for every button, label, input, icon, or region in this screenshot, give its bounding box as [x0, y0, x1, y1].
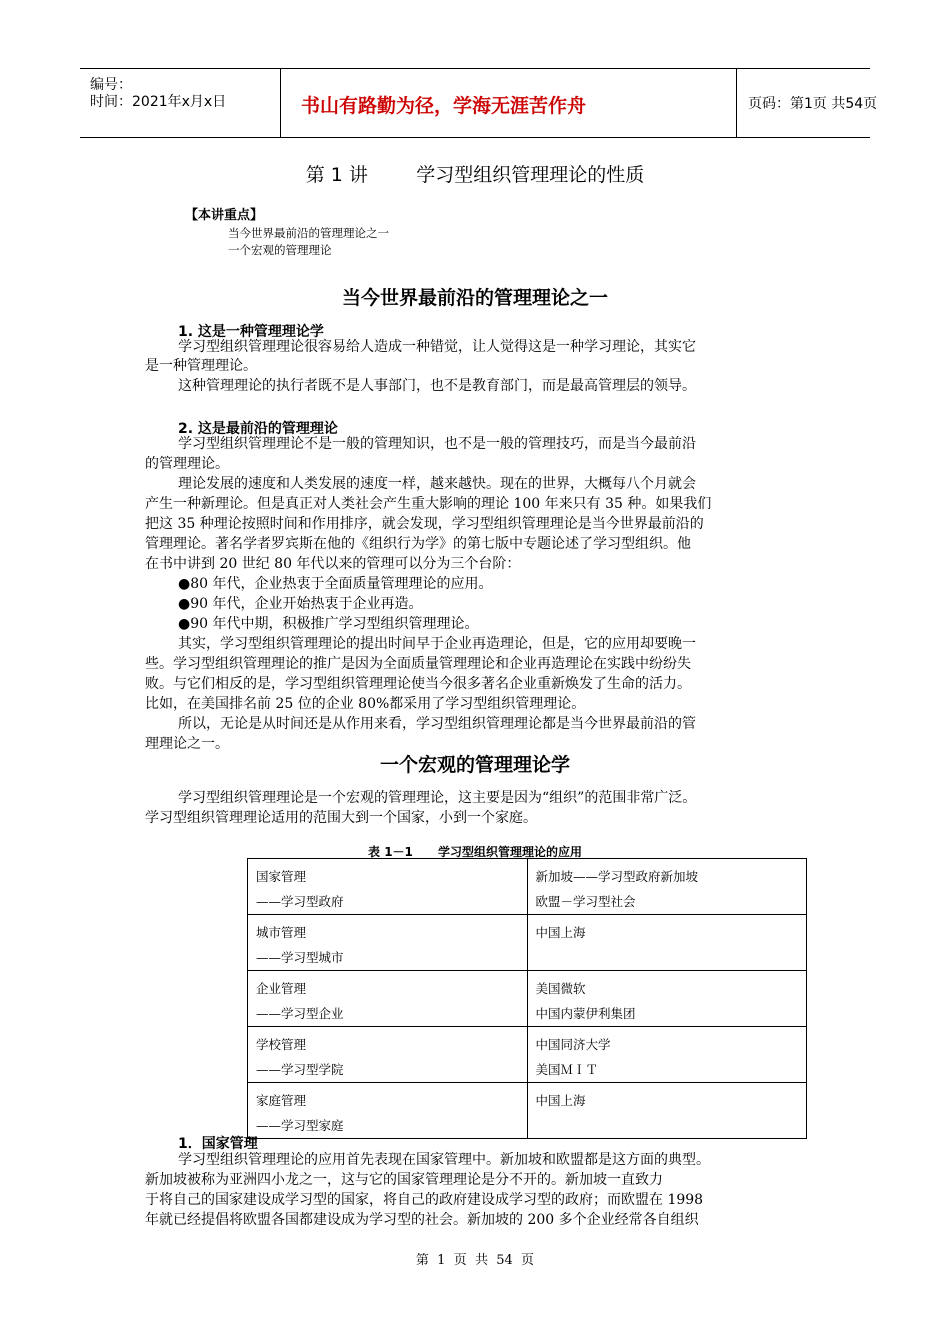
paragraph-line: 这种管理理论的执行者既不是人事部门，也不是教育部门，而是最高管理层的领导。	[178, 378, 696, 394]
table-row	[248, 859, 807, 915]
subsection-heading: 2. 这是最前沿的管理理论	[178, 421, 338, 437]
cell-line: ——学习型家庭	[256, 1118, 344, 1133]
section-heading: 当今世界最前沿的管理理论之一	[341, 287, 608, 309]
paragraph-line: 理理论之一。	[145, 736, 229, 752]
key-point-item: 一个宏观的管理理论	[228, 243, 332, 257]
table-cell	[248, 1027, 528, 1083]
lecture-title: 第 1 讲 学习型组织管理理论的性质	[305, 164, 645, 186]
bullet-item: ●90 年代中期，积极推广学习型组织管理理论。	[178, 616, 479, 632]
application-table	[247, 858, 807, 1139]
date-label: 时间：2021年x月x日	[90, 94, 227, 110]
table-row	[248, 971, 807, 1027]
table-row	[248, 1027, 807, 1083]
table-cell	[527, 1083, 807, 1139]
table-cell	[248, 859, 528, 915]
page-footer: 第 1 页 共 54 页	[415, 1253, 535, 1268]
table-cell	[527, 1027, 807, 1083]
header-meta	[80, 69, 281, 137]
paragraph-line: 是一种管理理论。	[145, 358, 257, 374]
cell-line: 企业管理	[256, 981, 307, 996]
cell-line: 家庭管理	[256, 1093, 307, 1108]
table-caption: 表 1－1 学习型组织管理理论的应用	[368, 845, 582, 859]
paragraph-line: 学习型组织管理理论是一个宏观的管理理论，这主要是因为“组织”的范围非常广泛。	[178, 790, 697, 806]
number-label: 编号：	[90, 77, 132, 93]
document-header	[80, 68, 878, 138]
paragraph-line: 理论发展的速度和人类发展的速度一样，越来越快。现在的世界，大概每八个月就会	[178, 476, 696, 492]
paragraph-line: 所以，无论是从时间还是从作用来看，学习型组织管理理论都是当今世界最前沿的管	[178, 716, 696, 732]
paragraph-line: 学习型组织管理理论很容易给人造成一种错觉，让人觉得这是一种学习理论，其实它	[178, 339, 696, 355]
table-cell	[248, 971, 528, 1027]
subsection-heading: 1．国家管理	[178, 1136, 258, 1152]
cell-line: 中国上海	[535, 925, 586, 940]
paragraph-line: 些。学习型组织管理理论的推广是因为全面质量管理理论和企业再造理论在实践中纷纷失	[145, 656, 691, 672]
cell-line: ——学习型学院	[256, 1062, 344, 1077]
key-point-item: 当今世界最前沿的管理理论之一	[228, 226, 389, 240]
paragraph-line: 年就已经提倡将欧盟各国都建设成为学习型的社会。新加坡的 200 多个企业经常各自组织	[145, 1212, 699, 1228]
table-row	[248, 915, 807, 971]
cell-line: 学校管理	[256, 1037, 307, 1052]
paragraph-line: 产生一种新理论。但是真正对人类社会产生重大影响的理论 100 年来只有 35 种。如果我们	[145, 496, 712, 512]
cell-line: 欧盟－学习型社会	[535, 894, 636, 909]
header-motto-cell	[281, 69, 737, 137]
paragraph-line: 于将自己的国家建设成学习型的国家，将自己的政府建设成学习型的政府；而欧盟在 1998	[145, 1192, 704, 1208]
paragraph-line: 学习型组织管理理论不是一般的管理知识，也不是一般的管理技巧，而是当今最前沿	[178, 436, 696, 452]
cell-line: 美国ＭＩＴ	[535, 1062, 599, 1077]
paragraph-line: 的管理理论。	[145, 456, 229, 472]
paragraph-line: 败。与它们相反的是，学习型组织管理理论使当今很多著名企业重新焕发了生命的活力。	[145, 676, 691, 692]
cell-line: 国家管理	[256, 869, 307, 884]
bullet-item: ●80 年代，企业热衷于全面质量管理理论的应用。	[178, 576, 493, 592]
table-cell	[527, 859, 807, 915]
table-cell	[248, 915, 528, 971]
cell-line: ——学习型城市	[256, 950, 344, 965]
cell-line: 中国内蒙伊利集团	[535, 1006, 636, 1021]
cell-line: 美国微软	[535, 981, 586, 996]
subsection-heading: 1. 这是一种管理理论学	[178, 324, 324, 340]
paragraph-line: 学习型组织管理理论的应用首先表现在国家管理中。新加坡和欧盟都是这方面的典型。	[178, 1152, 710, 1168]
table-cell	[248, 1083, 528, 1139]
paragraph-line: 新加坡被称为亚洲四小龙之一，这与它的国家管理理论是分不开的。新加坡一直致力	[145, 1172, 663, 1188]
paragraph-line: 其实，学习型组织管理理论的提出时间早于企业再造理论，但是，它的应用却要晚一	[178, 636, 696, 652]
cell-line: 中国同济大学	[535, 1037, 611, 1052]
key-points-heading: 【本讲重点】	[185, 208, 264, 223]
cell-line: ——学习型政府	[256, 894, 344, 909]
paragraph-line: 把这 35 种理论按照时间和作用排序，就会发现，学习型组织管理理论是当今世界最前沿的	[145, 516, 704, 532]
paragraph-line: 在书中讲到 20 世纪 80 年代以来的管理可以分为三个台阶：	[145, 556, 521, 572]
cell-line: 新加坡——学习型政府新加坡	[535, 869, 699, 884]
cell-line: 城市管理	[256, 925, 307, 940]
cell-line: ——学习型企业	[256, 1006, 344, 1021]
table-row	[248, 1083, 807, 1139]
paragraph-line: 管理理论。著名学者罗宾斯在他的《组织行为学》的第七版中专题论述了学习型组织。他	[145, 536, 691, 552]
table-cell	[527, 971, 807, 1027]
cell-line: 中国上海	[535, 1093, 586, 1108]
page-info: 页码：第1页 共54页	[748, 96, 878, 112]
table-cell	[527, 915, 807, 971]
paragraph-line: 比如，在美国排名前 25 位的企业 80%都采用了学习型组织管理理论。	[145, 696, 586, 712]
section-heading: 一个宏观的管理理论学	[379, 754, 570, 776]
paragraph-line: 学习型组织管理理论适用的范围大到一个国家，小到一个家庭。	[145, 810, 537, 826]
bullet-item: ●90 年代，企业开始热衷于企业再造。	[178, 596, 423, 612]
motto: 书山有路勤为径，学海无涯苦作舟	[301, 95, 587, 117]
